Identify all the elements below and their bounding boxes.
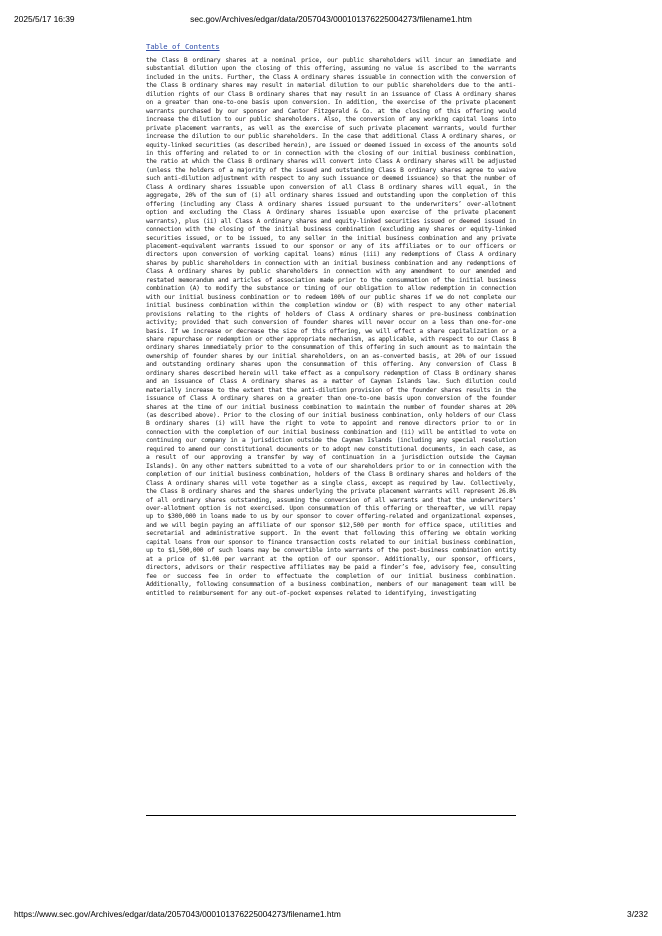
print-page-title: sec.gov/Archives/edgar/data/2057043/000101376225004273/filename1.htm <box>190 14 472 24</box>
table-of-contents-link[interactable]: Table of Contents <box>146 42 220 51</box>
print-page-counter: 3/232 <box>627 909 648 919</box>
print-footer <box>0 909 662 921</box>
body-paragraph: the Class B ordinary shares at a nominal price, our public shareholders will incur an immediate and substantial dilution upon the closing of this offering, assuming no value is ascribed to the warrants included in the units. Further, the Class A ordinary shares issuable in connection with the conversion of the Class B ordinary shares may result in material dilution to our public shareholders due to the anti-dilution rights of our Class B ordinary shares that may result in an issuance of Class A ordinary shares on a greater than one-to-one basis upon conversion. In addition, the exercise of the private placement warrants purchased by our sponsor and Cantor Fitzgerald & Co. at the closing of this offering would increase the dilution to our public shareholders. Also, the conversion of any working capital loans into private placement warrants, as well as the exercise of such private placement warrants, would further increase the dilution to our public shareholders. In the case that additional Class A ordinary shares, or equity-linked securities (as described herein), are issued or deemed issued in excess of the amounts sold in this offering and related to or in connection with the closing of our initial business combination, the ratio at which the Class B ordinary shares will convert into Class A ordinary shares will be adjusted (unless the holders of a majority of the issued and outstanding Class B ordinary shares agree to waive such anti-dilution adjustment with respect to any such issuance or deemed issuance) so that the number of Class A ordinary shares issuable upon conversion of all Class B ordinary shares will equal, in the aggregate, 20% of the sum of (i) all ordinary shares issued and outstanding upon the completion of this offering (including any Class A ordinary shares issued pursuant to the underwriters’ over-allotment option and excluding the Class A Ordinary shares issuable upon exercise of the private placement warrants), plus (ii) all Class A ordinary shares and equity-linked securities issued or deemed issued in connection with the closing of the initial business combination (excluding any shares or equity-linked securities issued, or to be issued, to any seller in the initial business combination and any private placement-equivalent warrants issued to our sponsor or any of its affiliates or to our officers or directors upon conversion of working capital loans) minus (iii) any redemptions of Class A ordinary shares by public shareholders in connection with an initial business combination and any redemptions of Class A ordinary shares by public shareholders in connection with any amendment to our amended and restated memorandum and articles of association made prior to the consummation of the initial business combination (A) to modify the substance or timing of our obligation to allow redemption in connection with our initial business combination or to redeem 100% of our public shares if we do not complete our initial business combination within the completion window or (B) with respect to any other material provisions relating to the rights of holders of Class A ordinary shares or pre-business combination activity; provided that such conversion of founder shares will never occur on a less than one-for-one basis. If we increase or decrease the size of this offering, we will effect a share capitalization or a share repurchase or redemption or other appropriate mechanism, as applicable, with respect to our Class B ordinary shares immediately prior to the consummation of this offering in such amount as to maintain the ownership of founder shares by our initial shareholders, on an as-converted basis, at 20% of our issued and outstanding ordinary shares upon the consummation of this offering. Any conversion of Class B ordinary shares described herein will take effect as a compulsory redemption of Class B ordinary shares and an issuance of Class A ordinary shares as a matter of Cayman Islands law. Such dilution could materially increase to the extent that the anti-dilution provision of the founder shares results in the issuance of Class A ordinary shares on a greater than one-to-one basis upon conversion of the founder shares at the time of our initial business combination to maintain the number of founder shares at 20% (as described above). Prior to the closing of our initial business combination, only holders of our Class B ordinary shares (i) will have the right to vote to appoint and remove directors prior to or in connection with the completion of our initial business combination and (ii) will be entitled to vote on continuing our company in a jurisdiction outside the Cayman Islands (including any special resolution required to amend our constitutional documents or to adopt new constitutional documents, in each case, as a result of our approving a transfer by way of continuation in a jurisdiction outside the Cayman Islands). On any other matters submitted to a vote of our shareholders prior to or in connection with the completion of our initial business combination, holders of the Class B ordinary shares and holders of the Class A ordinary shares will vote together as a single class, except as required by law. Collectively, the Class B ordinary shares and the shares underlying the private placement warrants will represent 26.8% of all ordinary shares outstanding, assuming the conversion of all warrants and that the underwriters’ over-allotment option is not exercised. Upon consummation of this offering or thereafter, we will repay up to $300,000 in loans made to us by our sponsor to cover offering-related and organizational expenses, and we will begin paying an affiliate of our sponsor $12,500 per month for office space, utilities and secretarial and administrative support. In the event that following this offering we obtain working capital loans from our sponsor to finance transaction costs related to our initial business combination, up to $1,500,000 of such loans may be convertible into warrants of the post-business combination entity at a price of $1.00 per warrant at the option of our sponsor. Additionally, our sponsor, officers, directors, advisors or their respective affiliates may be paid a finder’s fee, advisory fee, consulting fee or success fee in order to effectuate the completion of our initial business combination. Additionally, following consummation of a business combination, members of our management team will be entitled to reimbursement for any out-of-pocket expenses related to identifying, investigating <box>146 57 516 597</box>
document-page <box>146 36 516 598</box>
print-timestamp: 2025/5/17 16:39 <box>14 14 75 24</box>
print-header <box>0 14 662 26</box>
print-url: https://www.sec.gov/Archives/edgar/data/2057043/000101376225004273/filename1.htm <box>14 909 341 919</box>
page-divider <box>146 815 516 816</box>
